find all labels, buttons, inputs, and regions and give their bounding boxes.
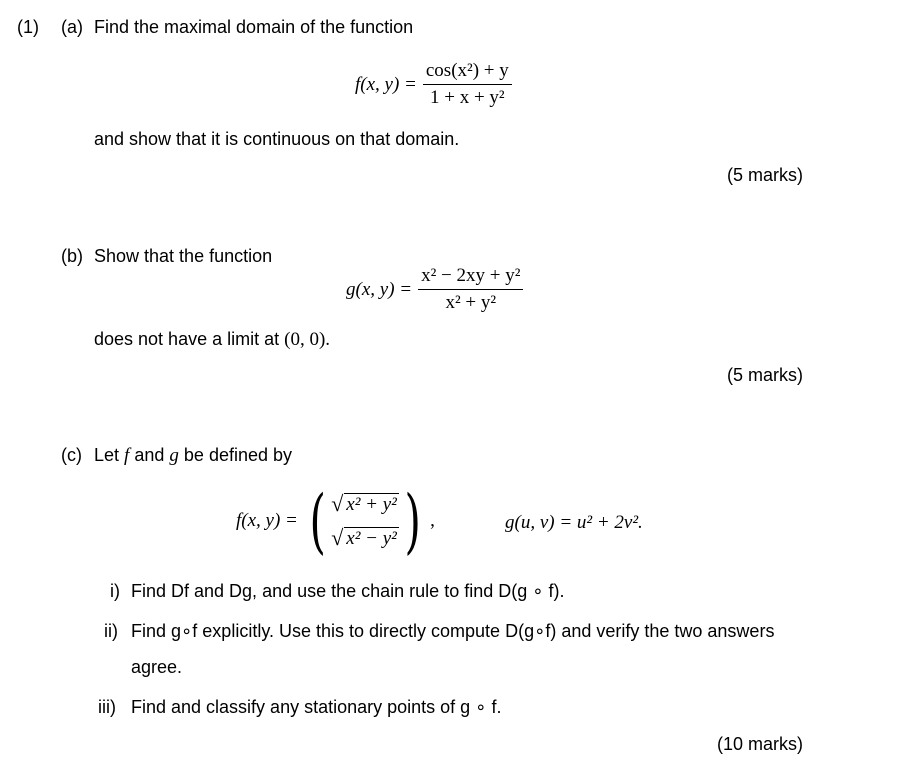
part-c-ii-continuation: agree.	[131, 657, 183, 677]
part-a-label: (a)	[61, 17, 83, 37]
part-a-after: and show that it is continuous on that domain.	[94, 129, 460, 149]
part-c-intro-and: and	[134, 445, 165, 465]
part-b-after-text: does not have a limit at	[94, 329, 280, 349]
part-c-vec-top: x² + y²	[346, 494, 397, 515]
left-paren: (	[309, 480, 326, 562]
part-b-point: (0, 0).	[284, 329, 331, 350]
sqrt-sign: √	[331, 525, 344, 550]
part-c-ii-label: ii)	[104, 621, 118, 641]
right-paren: )	[404, 480, 421, 562]
part-b-intro: Show that the function	[94, 246, 273, 266]
part-c-intro-let: Let	[94, 445, 120, 465]
part-a-formula-lhs: f(x, y) =	[355, 73, 417, 95]
part-c-label: (c)	[61, 445, 82, 465]
part-a-numerator: cos(x²) + y	[425, 60, 509, 81]
part-c-iii-label: iii)	[98, 697, 116, 717]
part-c-formula	[236, 480, 435, 562]
part-c-intro-f: f	[124, 445, 130, 466]
part-a-denominator: 1 + x + y²	[430, 87, 505, 108]
part-b-formula-lhs: g(x, y) =	[346, 278, 413, 300]
part-c-g-def: g(u, v) = u² + 2v².	[505, 512, 643, 533]
part-a-marks: (5 marks)	[727, 165, 803, 185]
part-c-vec-bottom: x² − y²	[346, 528, 397, 549]
part-b-numerator: x² − 2xy + y²	[421, 265, 521, 286]
part-b-label: (b)	[61, 246, 83, 266]
question-number: (1)	[17, 17, 39, 37]
part-b-denominator: x² + y²	[445, 292, 497, 313]
part-c-vector	[331, 493, 399, 549]
part-c-iii-text: Find and classify any stationary points of g ∘ f.	[131, 697, 502, 717]
part-c-intro-g: g	[169, 445, 179, 466]
part-a-fraction	[423, 60, 512, 109]
sqrt-sign: √	[331, 491, 344, 516]
part-a-formula	[355, 60, 512, 109]
part-c-sqrt-bottom	[331, 527, 399, 549]
part-c-comma: ,	[430, 510, 435, 531]
part-a-intro: Find the maximal domain of the function	[94, 17, 414, 37]
part-c-ii-text: Find g∘f explicitly. Use this to directly compute D(g∘f) and verify the two answers	[131, 621, 775, 641]
part-c-sqrt-top	[331, 493, 399, 515]
part-c-marks: (10 marks)	[717, 734, 804, 754]
part-b-marks: (5 marks)	[727, 365, 803, 385]
part-c-intro-rest: be defined by	[183, 445, 293, 465]
part-c-i-text: Find Df and Dg, and use the chain rule to find D(g ∘ f).	[131, 581, 565, 601]
part-b-after	[94, 329, 330, 351]
part-b-fraction	[418, 265, 523, 314]
part-c-f-lhs: f(x, y) =	[236, 510, 298, 531]
part-c-i-label: i)	[110, 581, 120, 601]
part-b-formula	[346, 265, 523, 314]
part-c-intro	[94, 445, 292, 467]
